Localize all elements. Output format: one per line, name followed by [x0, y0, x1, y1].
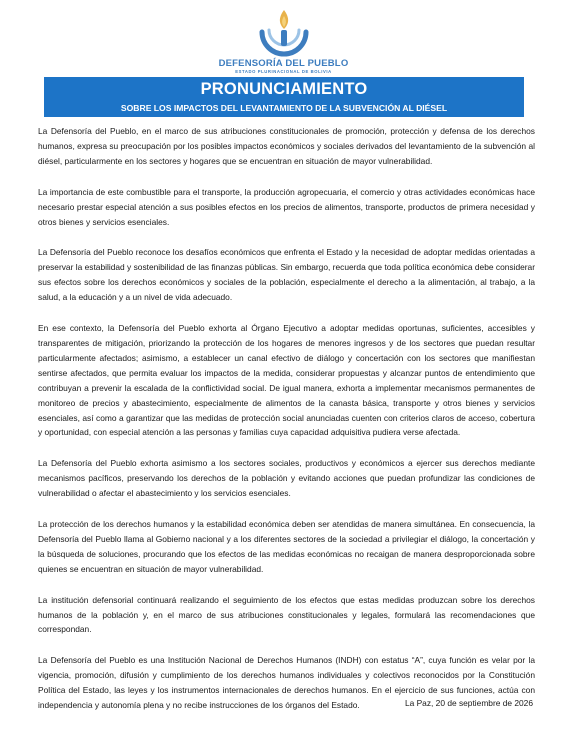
title-banner — [44, 77, 524, 117]
document-title: PRONUNCIAMIENTO — [200, 80, 368, 98]
document-subtitle: SOBRE LOS IMPACTOS DEL LEVANTAMIENTO DE LA SUBVENCIÓN AL DIÉSEL — [120, 103, 448, 113]
paragraph-7: La institución defensorial continuará realizando el seguimiento de los efectos que estas medidas produzcan sobre los derechos humanos de la población y, en el marco de sus atribuciones constitucionales y legales, formulará las recomendaciones que correspondan. — [38, 594, 535, 635]
defensoria-emblem-icon — [254, 6, 314, 58]
paragraph-2: La importancia de este combustible para el transporte, la producción agropecuaria, el comercio y otras actividades económicas hace necesario prestar especial atención a sus posibles efectos en los precios de alimentos, transporte, productos de primera necesidad y otros bienes y servicios esenciales. — [38, 186, 535, 227]
document-body — [38, 124, 535, 729]
paragraph-5: La Defensoría del Pueblo exhorta asimismo a los sectores sociales, productivos y económicos a ejercer sus derechos mediante mecanismos pacíficos, preservando los derechos de la población y evitando acciones que puedan profundizar las condiciones de vulnerabilidad o afectar el abastecimiento y los servicios esenciales. — [38, 458, 535, 499]
paragraph-1: La Defensoría del Pueblo, en el marco de sus atribuciones constitucionales de promoción, protección y defensa de los derechos humanos, expresa su preocupación por los posibles impactos económicos y sociales derivados del levantamiento de la subvención al diésel, particularmente en los sectores y hogares que se encuentran en situación de mayor vulnerabilidad. — [38, 126, 535, 166]
org-subtitle: ESTADO PLURINACIONAL DE BOLIVIA — [235, 69, 332, 74]
org-name: DEFENSORÍA DEL PUEBLO — [218, 58, 349, 69]
document-date: La Paz, 20 de septiembre de 2026 — [404, 698, 533, 708]
paragraph-4: En ese contexto, la Defensoría del Pueblo exhorta al Órgano Ejecutivo a adoptar medidas oportunas, suficientes, accesibles y transparentes de mitigación, priorizando la protección de los hogares de menores ingresos y de los sectores que puedan resultar particularmente afectados; asimismo, a establecer un canal efectivo de diálogo y concertación con los sectores que manifiestan sentirse afectados, que permita evaluar los impactos de la medida, considerar propuestas y alcanzar puntos de entendimiento que contribuyan a prevenir la escalada de la conflictividad social. De igual manera, exhorta a implementar mecanismos permanentes de monitoreo de precios y abastecimiento, especialmente de alimentos de la canasta básica, transporte y otros bienes y servicios esenciales, así como a garantizar que las medidas de protección social anunciadas cuenten con criterios claros de acceso, cobertura y oportunidad, con especial atención a las personas y familias cuya capacidad adquisitiva pudiera verse afectada. — [38, 323, 535, 438]
paragraph-6: La protección de los derechos humanos y la estabilidad económica deben ser atendidas de manera simultánea. En consecuencia, la Defensoría del Pueblo llama al Gobierno nacional y a los diferentes sectores de la sociedad a privilegiar el diálogo, la concertación y la búsqueda de soluciones, procurando que los efectos de las medidas económicas no recaigan de manera desproporcionada sobre quienes se encuentran en situación de mayor vulnerabilidad. — [38, 519, 535, 574]
paragraph-8: La Defensoría del Pueblo es una Institución Nacional de Derechos Humanos (INDH) con estatus “A”, cuya función es velar por la vigencia, promoción, difusión y cumplimiento de los derechos humanos individuales y colectivos reconocidos por la Constitución Política del Estado, las leyes y los instrumentos internacionales de derechos humanos. En el ejercicio de sus funciones, actúa con independencia y autonomía plena y no recibe instrucciones de los órganos del Estado. — [38, 655, 535, 711]
paragraph-3: La Defensoría del Pueblo reconoce los desafíos económicos que enfrenta el Estado y la necesidad de adoptar medidas orientadas a preservar la estabilidad y sostenibilidad de las finanzas públicas. Sin embargo, recuerda que toda política económica debe considerar sus efectos sobre los derechos económicos y sociales de la población, especialmente el derecho a la alimentación, al trabajo, a la salud, a la educación y a un nivel de vida adecuado. — [38, 247, 535, 303]
